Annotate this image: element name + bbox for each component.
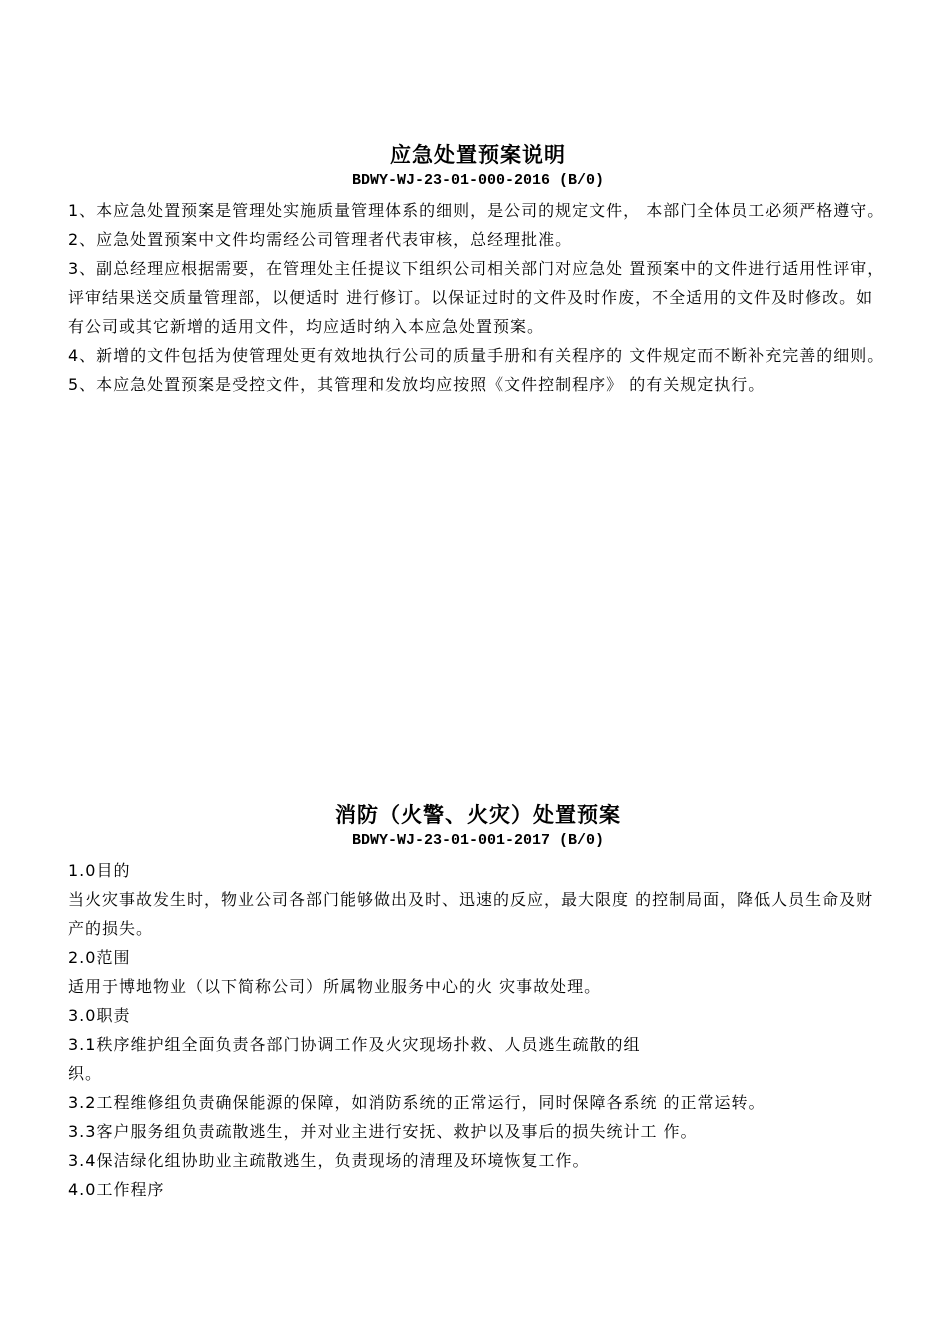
paragraph: 适用于博地物业（以下简称公司）所属物业服务中心的火 灾事故处理。	[68, 977, 602, 996]
paragraph: 当火灾事故发生时，物业公司各部门能够做出及时、迅速的反应，最大限度 的控制局面，降低人员生命及财产的损失。	[68, 890, 874, 938]
heading-scope: 2.0范围	[68, 948, 131, 967]
heading-purpose: 1.0目的	[68, 861, 131, 880]
paragraph: 3.4保洁绿化组协助业主疏散逃生，负责现场的清理及环境恢复工作。	[68, 1151, 590, 1170]
document-code: BDWY-WJ-23-01-001-2017 (B/0)	[351, 832, 605, 849]
heading-responsibilities: 3.0职责	[68, 1006, 131, 1025]
paragraph: 2、应急处置预案中文件均需经公司管理者代表审核，总经理批准。	[68, 230, 573, 249]
paragraph: 5、本应急处置预案是受控文件，其管理和发放均应按照《文件控制程序》 的有关规定执行。	[68, 375, 766, 394]
section-emergency-plan-description	[68, 140, 888, 399]
paragraph: 3.2工程维修组负责确保能源的保障，如消防系统的正常运行，同时保障各系统 的正常运转。	[68, 1093, 766, 1112]
heading-work-procedure: 4.0工作程序	[68, 1180, 165, 1199]
document-code: BDWY-WJ-23-01-000-2016 (B/0)	[351, 172, 605, 189]
paragraph: 3、副总经理应根据需要，在管理处主任提议下组织公司相关部门对应急处 置预案中的文件进行适用性评审，评审结果送交质量管理部，以便适时 进行修订。以保证过时的文件及时作废，不全适用的文件及时修改。如 有公司或其它新增的适用文件，均应适时纳入本应急处置预案。	[68, 259, 885, 336]
paragraph: 4、新增的文件包括为使管理处更有效地执行公司的质量手册和有关程序的 文件规定而不断补充完善的细则。	[68, 346, 885, 365]
section-fire-emergency-plan	[68, 800, 888, 1204]
section-title: 消防（火警、火灾）处置预案	[335, 803, 621, 827]
paragraph: 3.3客户服务组负责疏散逃生，并对业主进行安抚、救护以及事后的损失统计工 作。	[68, 1122, 698, 1141]
paragraph: 3.1秩序维护组全面负责各部门协调工作及火灾现场扑救、人员逃生疏散的组	[68, 1035, 641, 1054]
paragraph: 织。	[68, 1064, 103, 1083]
section-title: 应急处置预案说明	[390, 143, 566, 167]
paragraph: 1、本应急处置预案是管理处实施质量管理体系的细则，是公司的规定文件， 本部门全体员工必须严格遵守。	[68, 201, 885, 220]
